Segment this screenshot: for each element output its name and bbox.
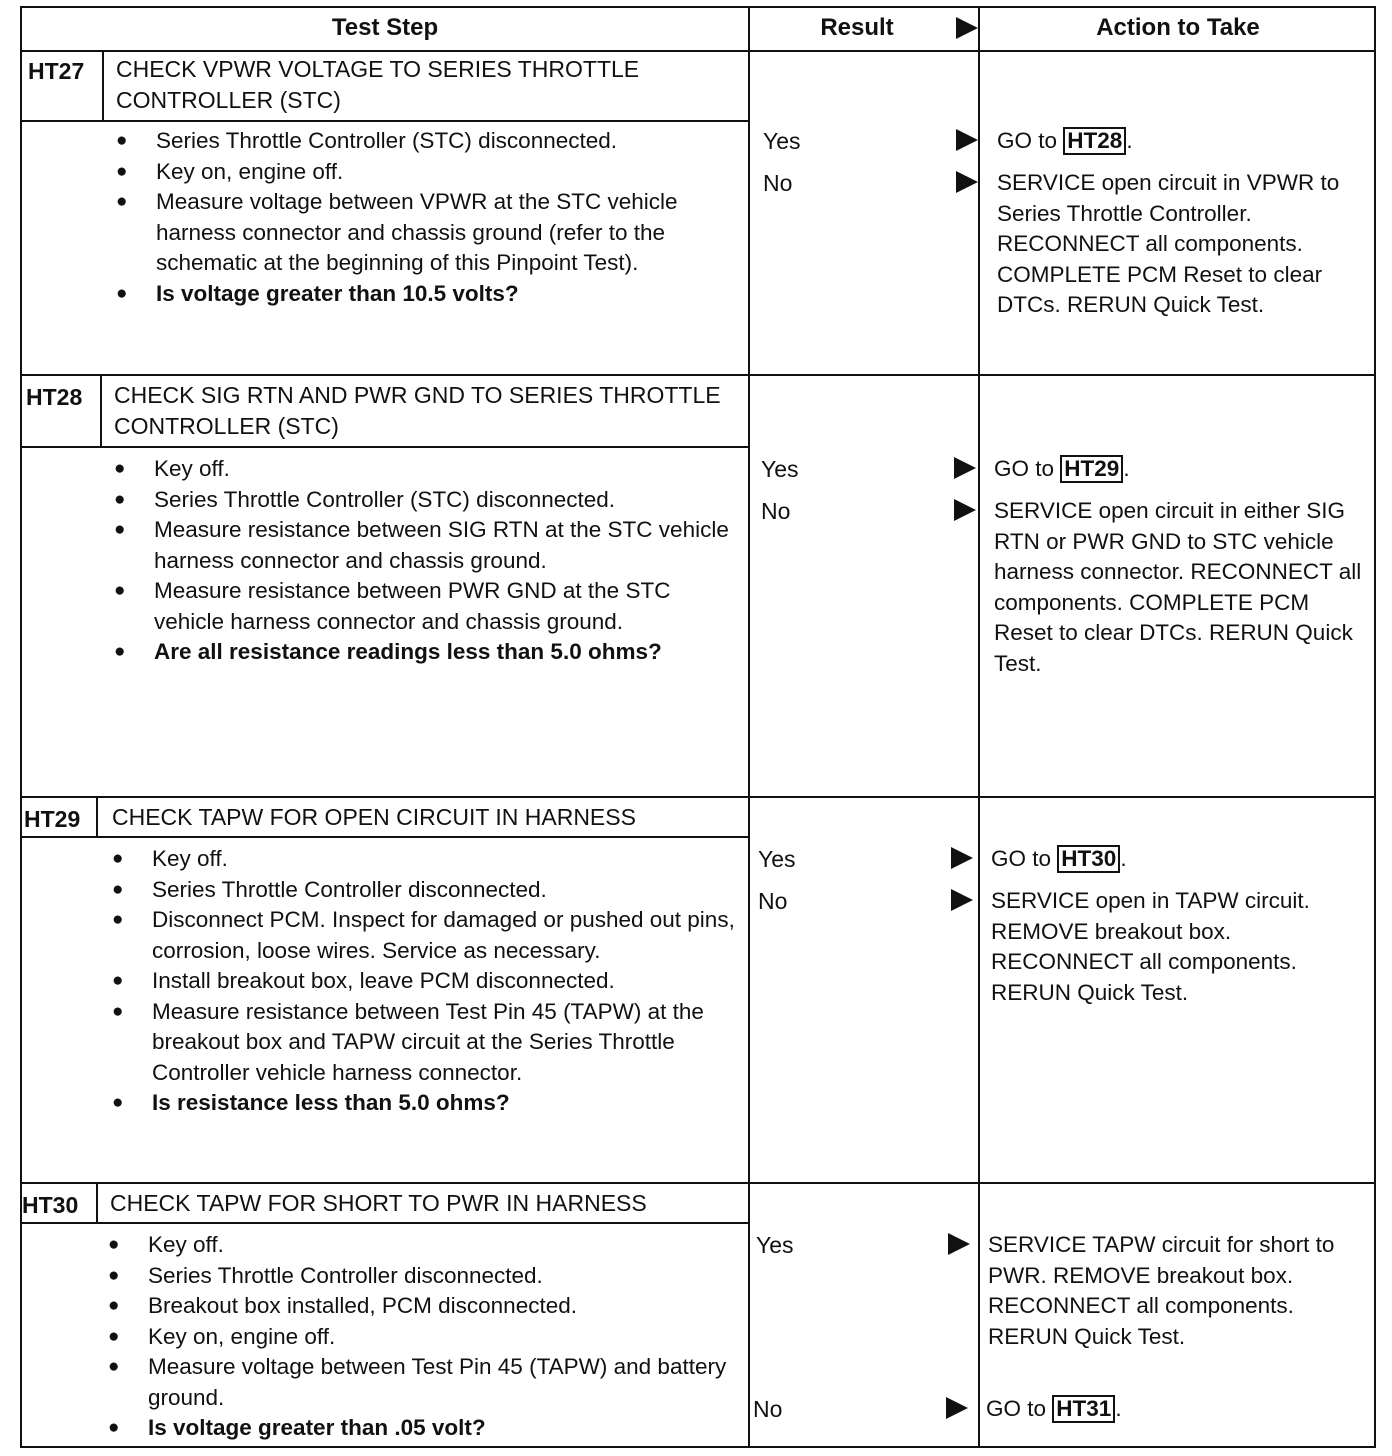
result-yes: Yes bbox=[763, 128, 801, 154]
bullet-question: ● Is voltage greater than .05 volt? bbox=[108, 1413, 740, 1444]
bullet-item: ● Key off. bbox=[114, 454, 734, 485]
title-underline bbox=[20, 1222, 750, 1224]
arrow-icon bbox=[956, 171, 978, 193]
go-to-text: GO to bbox=[991, 846, 1052, 871]
header-divider bbox=[20, 50, 1376, 52]
step-code: HT30 bbox=[22, 1192, 79, 1218]
go-to-text: GO to bbox=[994, 456, 1055, 481]
action-service: SERVICE open in TAPW circuit. REMOVE breakout box. RECONNECT all components. RERUN Quick Test. bbox=[991, 888, 1310, 1005]
action-service: SERVICE TAPW circuit for short to PWR. REMOVE breakout box. RECONNECT all components. RERUN Quick Test. bbox=[988, 1232, 1335, 1349]
step-title: CHECK SIG RTN AND PWR GND TO SERIES THROTTLE CONTROLLER (STC) bbox=[114, 382, 721, 439]
row-divider bbox=[20, 374, 1376, 376]
title-underline bbox=[20, 836, 750, 838]
action-go-to bbox=[997, 126, 1133, 157]
step-reference-link[interactable]: HT29 bbox=[1060, 455, 1123, 483]
step-reference-link[interactable]: HT30 bbox=[1057, 845, 1120, 873]
table-border-top bbox=[20, 6, 1376, 8]
step-title: CHECK TAPW FOR OPEN CIRCUIT IN HARNESS bbox=[112, 804, 636, 830]
go-to-period: . bbox=[1115, 1396, 1122, 1421]
action-go-to bbox=[986, 1394, 1122, 1425]
step-reference-link[interactable]: HT28 bbox=[1063, 127, 1126, 155]
bullet-item: ● Measure resistance between SIG RTN at the STC vehicle harness connector and chassis ground. bbox=[114, 515, 734, 576]
result-yes: Yes bbox=[758, 846, 796, 872]
step-bullets bbox=[116, 126, 736, 309]
step-code: HT27 bbox=[28, 58, 85, 84]
pinpoint-test-table bbox=[20, 6, 1376, 1448]
bullet-item: ● Measure voltage between Test Pin 45 (TAPW) and battery ground. bbox=[108, 1352, 740, 1413]
result-yes: Yes bbox=[761, 456, 799, 482]
result-no: No bbox=[758, 888, 788, 914]
arrow-icon bbox=[954, 457, 976, 479]
bullet-item: ● Disconnect PCM. Inspect for damaged or pushed out pins, corrosion, loose wires. Service as necessary. bbox=[112, 905, 742, 966]
step-code: HT29 bbox=[24, 806, 81, 832]
action-service: SERVICE open circuit in VPWR to Series Throttle Controller. RECONNECT all components. COMPLETE PCM Reset to clear DTCs. RERUN Quick Test. bbox=[997, 170, 1340, 317]
bullet-item: ● Key off. bbox=[112, 844, 742, 875]
header-action: Action to Take bbox=[1096, 14, 1260, 41]
bullet-question: ● Are all resistance readings less than 5.0 ohms? bbox=[114, 637, 734, 668]
code-separator bbox=[102, 50, 104, 120]
bullet-item: ● Key on, engine off. bbox=[108, 1322, 740, 1353]
result-no: No bbox=[753, 1396, 783, 1422]
bullet-item: ● Measure resistance between Test Pin 45 (TAPW) at the breakout box and TAPW circuit at the Series Throttle Controller vehicle harness connector. bbox=[112, 997, 742, 1089]
go-to-period: . bbox=[1120, 846, 1127, 871]
go-to-text: GO to bbox=[997, 128, 1058, 153]
action-go-to bbox=[994, 454, 1130, 485]
arrow-icon bbox=[951, 889, 973, 911]
result-no: No bbox=[761, 498, 791, 524]
bullet-question: ● Is resistance less than 5.0 ohms? bbox=[112, 1088, 742, 1119]
step-title: CHECK TAPW FOR SHORT TO PWR IN HARNESS bbox=[110, 1190, 647, 1216]
table-border-right bbox=[1374, 6, 1376, 1448]
row-divider bbox=[20, 796, 1376, 798]
arrow-icon bbox=[946, 1397, 968, 1419]
bullet-item: ● Install breakout box, leave PCM disconnected. bbox=[112, 966, 742, 997]
table-border-left bbox=[20, 6, 22, 1448]
action-service: SERVICE open circuit in either SIG RTN or PWR GND to STC vehicle harness connector. RECONNECT all components. COMPLETE PCM Reset to clear DTCs. RERUN Quick Test. bbox=[994, 498, 1362, 676]
header-arrow-icon bbox=[956, 17, 978, 39]
code-separator bbox=[96, 798, 98, 836]
result-no: No bbox=[763, 170, 793, 196]
arrow-icon bbox=[954, 499, 976, 521]
result-yes: Yes bbox=[756, 1232, 794, 1258]
bullet-item: ● Breakout box installed, PCM disconnected. bbox=[108, 1291, 740, 1322]
action-go-to bbox=[991, 844, 1127, 875]
row-divider bbox=[20, 1182, 1376, 1184]
bullet-item: ● Series Throttle Controller (STC) disconnected. bbox=[114, 485, 734, 516]
step-reference-link[interactable]: HT31 bbox=[1052, 1395, 1115, 1423]
step-title: CHECK VPWR VOLTAGE TO SERIES THROTTLE CONTROLLER (STC) bbox=[116, 56, 640, 113]
go-to-period: . bbox=[1126, 128, 1133, 153]
bullet-item: ● Series Throttle Controller (STC) disconnected. bbox=[116, 126, 736, 157]
bullet-item: ● Key on, engine off. bbox=[116, 157, 736, 188]
go-to-period: . bbox=[1123, 456, 1130, 481]
bullet-item: ● Series Throttle Controller disconnected. bbox=[112, 875, 742, 906]
code-separator bbox=[100, 376, 102, 446]
bullet-item: ● Measure voltage between VPWR at the STC vehicle harness connector and chassis ground (refer to the schematic at the beginning of this Pinpoint Test). bbox=[116, 187, 736, 279]
code-separator bbox=[96, 1184, 98, 1222]
step-bullets bbox=[114, 454, 734, 668]
column-divider-result bbox=[748, 6, 750, 1448]
arrow-icon bbox=[951, 847, 973, 869]
bullet-item: ● Key off. bbox=[108, 1230, 740, 1261]
header-result: Result bbox=[820, 14, 894, 41]
go-to-text: GO to bbox=[986, 1396, 1047, 1421]
title-underline bbox=[20, 446, 750, 448]
step-bullets bbox=[108, 1230, 740, 1444]
header-test-step: Test Step bbox=[331, 14, 439, 41]
bullet-item: ● Series Throttle Controller disconnected. bbox=[108, 1261, 740, 1292]
arrow-icon bbox=[956, 129, 978, 151]
bullet-question: ● Is voltage greater than 10.5 volts? bbox=[116, 279, 736, 310]
bullet-item: ● Measure resistance between PWR GND at the STC vehicle harness connector and chassis ground. bbox=[114, 576, 734, 637]
step-bullets bbox=[112, 844, 742, 1119]
arrow-icon bbox=[948, 1233, 970, 1255]
column-divider-action bbox=[978, 6, 980, 1448]
step-code: HT28 bbox=[26, 384, 83, 410]
title-underline bbox=[20, 120, 750, 122]
table-border-bottom bbox=[20, 1446, 1376, 1448]
